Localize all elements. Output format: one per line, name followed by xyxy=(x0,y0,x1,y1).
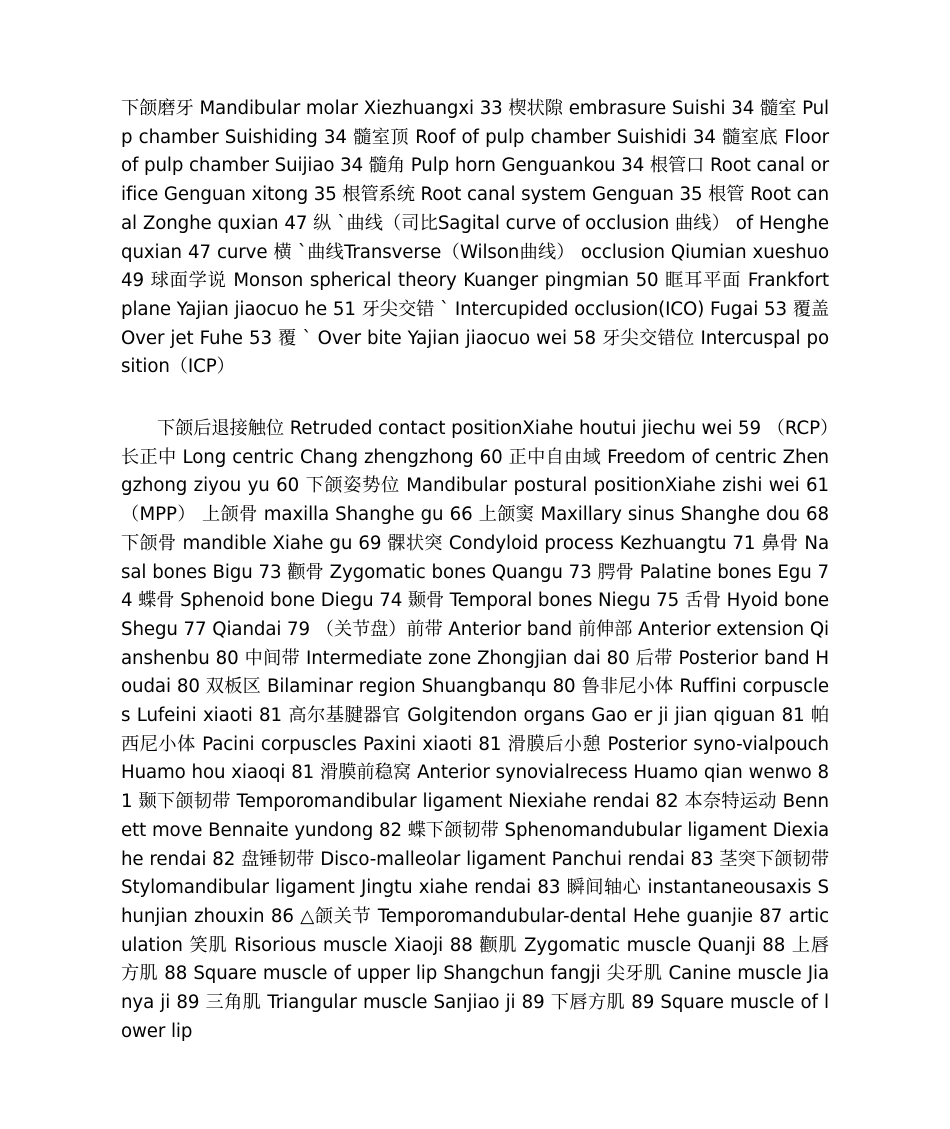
document-page xyxy=(121,95,829,1047)
paragraph-1: 下颌磨牙 Mandibular molar Xiezhuangxi 33 楔状隙 embrasure Suishi 34 髓室 Pulp chamber Suishiding 34 髓室顶 Roof of pulp chamber Suishidi 34 髓室底 Floor of pulp chamber Suijiao 34 髓角 Pulp horn Genguankou 34 根管口 Root canal orifice Genguan xitong 35 根管系统 Root canal system Genguan 35 根管 Root canal Zonghe quxian 47 纵 `曲线（司比Sagital curve of occlusion 曲线） of Henghe quxian 47 curve 横 `曲线Transverse（Wilson曲线） occlusion Qiumian xueshuo 49 球面学说 Monson spherical theory Kuanger pingmian 50 眶耳平面 Frankfort plane Yajian jiaocuo he 51 牙尖交错 ` Intercupided occlusion(ICO) Fugai 53 覆盖 Over jet Fuhe 53 覆 ` Over bite Yajian jiaocuo wei 58 牙尖交错位 Intercuspal position（ICP） xyxy=(121,98,829,378)
paragraph-2: 下颌后退接触位 Retruded contact positionXiahe houtui jiechu wei 59 （RCP）长正中 Long centric Chang zhengzhong 60 正中自由域 Freedom of centric Zhengzhong ziyou yu 60 下颌姿势位 Mandibular postural positionXiahe zishi wei 61 （MPP） 上颌骨 maxilla Shanghe gu 66 上颌窦 Maxillary sinus Shanghe dou 68 下颌骨 mandible Xiahe gu 69 髁状突 Condyloid process Kezhuangtu 71 鼻骨 Nasal bones Bigu 73 颧骨 Zygomatic bones Quangu 73 腭骨 Palatine bones Egu 74 蝶骨 Sphenoid bone Diegu 74 颞骨 Temporal bones Niegu 75 舌骨 Hyoid bone Shegu 77 Qiandai 79 （关节盘）前带 Anterior band 前伸部 Anterior extension Qianshenbu 80 中间带 Intermediate zone Zhongjian dai 80 后带 Posterior band Houdai 80 双板区 Bilaminar region Shuangbanqu 80 鲁非尼小体 Ruffini corpuscles Lufeini xiaoti 81 高尔基腱器官 Golgitendon organs Gao er ji jian qiguan 81 帕西尼小体 Pacini corpuscles Paxini xiaoti 81 滑膜后小憩 Posterior syno-vialpouch Huamo hou xiaoqi 81 滑膜前稳窝 Anterior synovialrecess Huamo qian wenwo 81 颞下颌韧带 Temporomandibular ligament Niexiahe rendai 82 本奈特运动 Bennett move Bennaite yundong 82 蝶下颌韧带 Sphenomandubular ligament Diexiahe rendai 82 盘锤韧带 Disco-malleolar ligament Panchui rendai 83 茎突下颌韧带 Stylomandibular ligament Jingtu xiahe rendai 83 瞬间轴心 instantaneousaxis Shunjian zhouxin 86 △颌关节 Temporomandubular-dental Hehe guanjie 87 articulation 笑肌 Risorious muscle Xiaoji 88 颧肌 Zygomatic muscle Quanji 88 上唇方肌 88 Square muscle of upper lip Shangchun fangji 尖牙肌 Canine muscle Jianya ji 89 三角肌 Triangular muscle Sanjiao ji 89 下唇方肌 89 Square muscle of lower lip xyxy=(121,418,829,1042)
